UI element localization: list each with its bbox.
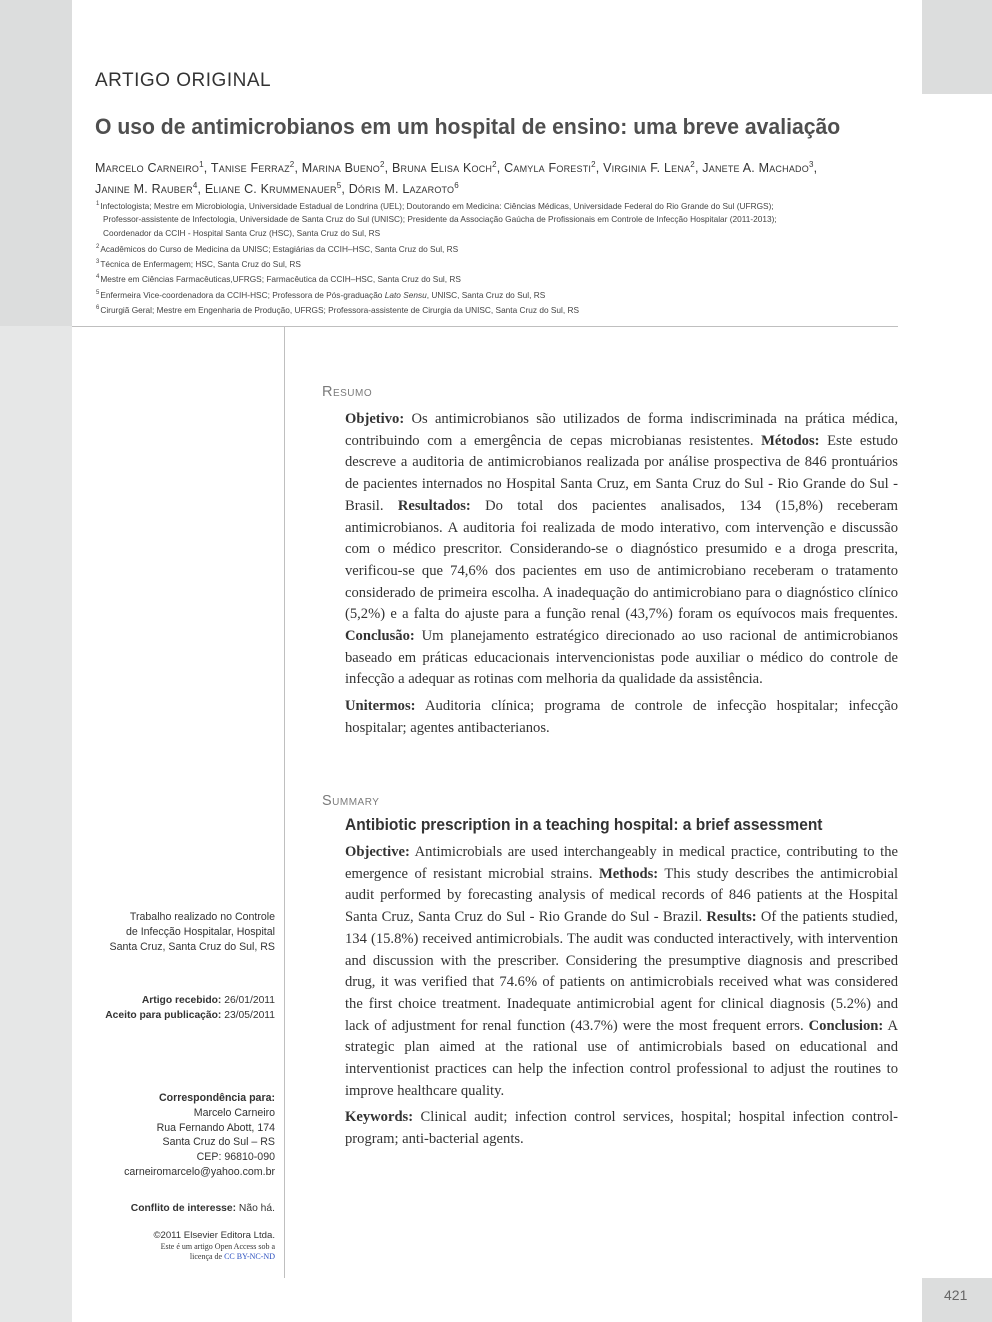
summary-heading: Summary: [322, 793, 380, 809]
received-label: Artigo recebido:: [141, 995, 222, 1006]
author-name: Marcelo Carneiro: [95, 161, 200, 176]
author-sup: 2: [289, 160, 295, 169]
resumo-heading: Resumo: [322, 384, 373, 400]
conflict-value: Não há.: [236, 1203, 275, 1214]
methods-text: This study describes the antimicrobial audit performed by forecasting analysis of medical records of 846 patients at the Hospital Santa Cruz, Santa Cruz do Sul - Rio Grande do Sul - Brazil.: [345, 865, 898, 926]
gray-band-left: [0, 326, 72, 1322]
author-name: Tanise Ferraz: [210, 161, 290, 176]
conclusion-text: A strategic plan aimed at the rational use of antimicrobials based on educational and interventionist practices can help the infection control professional to adjust the routines to improve healthcare quality.: [345, 1017, 898, 1099]
affiliation-item: [96, 287, 906, 302]
affiliation-text: , UNISC, Santa Cruz do Sul, RS: [426, 289, 546, 300]
affiliation-italic: Lato Sensu: [384, 289, 427, 300]
author-sup: 2: [690, 160, 695, 169]
affiliation-item: [96, 241, 906, 256]
results-label: Results:: [706, 909, 757, 926]
affiliation-item: [96, 213, 906, 227]
conclusion-label: Conclusão:: [345, 628, 415, 645]
affiliation-text: Enfermeira Vice-coordenadora da CCIH-HSC; Professora de Pós-graduação: [100, 289, 385, 300]
author-sup: 1: [199, 160, 204, 169]
keywords-text: Clinical audit; infection control services, hospital; hospital infection control-program; anti-bacterial agents.: [345, 1109, 898, 1148]
methods-label: Métodos:: [761, 432, 820, 449]
note-line: Santa Cruz, Santa Cruz do Sul, RS: [109, 941, 275, 953]
license-link[interactable]: CC BY-NC-ND: [224, 1252, 275, 1261]
copyright-block: [80, 1230, 275, 1262]
header-divider: [72, 326, 898, 327]
license-text: licença de: [189, 1252, 225, 1261]
affiliation-text: Acadêmicos do Curso de Medicina da UNISC; Estagiárias da CCIH–HSC, Santa Cruz do Sul, RS: [100, 243, 459, 254]
summary-body: [345, 842, 898, 1151]
article-dates: [80, 993, 275, 1023]
affiliation-item: [96, 256, 906, 271]
methods-text: Este estudo descreve a auditoria de antimicrobianos realizada por análise prospectiva de 846 prontuários de pacientes internados no Hospital Santa Cruz, em Santa Cruz do Sul - Rio Grande do Sul - Brasil.: [345, 432, 898, 514]
keywords-label: Keywords:: [345, 1109, 414, 1126]
copyright-text: ©2011 Elsevier Editora Ltda.: [153, 1230, 275, 1241]
open-access-line: Este é um artigo Open Access sob a: [160, 1242, 275, 1251]
author-list: Marcelo Carneiro$^1$, Tanise Ferraz$^2$, Marina Bueno$^2$, Bruna Elisa Koch$^2$, Camyla Foresti$^2$, Virginia F. Lena$^2$, Janete A. Machado$^3$, Janine M. Rauber$^4$, Eliane C. Krummenauer$^5$, Dóris M. Lazaroto$^6$: [95, 160, 818, 197]
gray-band-top-left: [0, 0, 72, 326]
page-number: 421: [944, 1287, 968, 1303]
author-sup: 2: [591, 160, 596, 169]
author-name: Janine M. Rauber: [95, 182, 193, 197]
received-date: 26/01/2011: [221, 995, 275, 1006]
affiliation-item: [96, 302, 906, 317]
gray-band-top-right: [922, 0, 992, 94]
correspondence-cep: CEP: 96810-090: [196, 1151, 275, 1164]
affiliation-text: Cirurgiã Geral; Mestre em Engenharia de Produção, UFRGS; Professora-assistente de Cirurgia da UNISC, Santa Cruz do Sul, RS: [100, 304, 580, 315]
correspondence: [80, 1091, 275, 1180]
affiliation-sup: 3: [96, 258, 100, 265]
author-name: Bruna Elisa Koch: [391, 161, 493, 176]
correspondence-street: Rua Fernando Abott, 174: [156, 1121, 275, 1134]
summary-paragraph: [345, 842, 898, 1102]
column-divider: [284, 326, 285, 1278]
note-line: Trabalho realizado no Controle: [129, 911, 275, 923]
author-sup: 5: [336, 181, 342, 191]
conflict-label: Conflito de interesse:: [130, 1203, 237, 1214]
results-text: Of the patients studied, 134 (15.8%) received antimicrobials. The audit was conducted interactively, with intervention and discussion with the prescriber. Considering the presumptive diagnosis and prescribed drug, it was verified that 74.6% of patients on antimicrobials received what was considered the first choice treatment. Inadequate antimicrobial agent for clinical diagnosis (5.2%) and lack of adjustment for renal function (43.7%) were the most frequent errors.: [345, 909, 898, 1034]
keywords-paragraph: [345, 1107, 898, 1150]
affiliation-text: Coordenador da CCIH - Hospital Santa Cruz (HSC), Santa Cruz do Sul, RS: [103, 227, 381, 238]
keywords-label: Unitermos:: [345, 698, 416, 715]
author-sup: 4: [192, 181, 198, 191]
conclusion-text: Um planejamento estratégico direcionado ao uso racional de antimicrobianos baseado em práticas educacionais intervencionistas pode auxiliar o médico do controle de infecção a adequar as rotinas com melhoria da qualidade da assistência.: [345, 628, 898, 688]
correspondence-city: Santa Cruz do Sul – RS: [162, 1136, 275, 1149]
author-name: Dóris M. Lazaroto: [348, 182, 455, 197]
resumo-body: [345, 409, 898, 740]
author-sup: 2: [492, 160, 497, 169]
correspondence-label: Correspondência para:: [159, 1092, 275, 1104]
license-line: [80, 1252, 275, 1262]
author-name: Eliane C. Krummenauer: [204, 182, 337, 197]
keywords-text: Auditoria clínica; programa de controle de infecção hospitalar; infecção hospitalar; agentes antibacterianos.: [345, 698, 898, 736]
author-name: Janete A. Machado: [702, 161, 809, 176]
section-label: ARTIGO ORIGINAL: [95, 70, 272, 91]
author-sup: 3: [808, 160, 814, 169]
correspondence-name: Marcelo Carneiro: [193, 1106, 275, 1119]
results-label: Resultados:: [397, 497, 471, 514]
author-sup: 2: [379, 160, 385, 169]
objective-label: Objetivo:: [345, 411, 405, 427]
affiliation-sup: 5: [96, 289, 100, 296]
affiliation-text: Mestre em Ciências Farmacêuticas,UFRGS; Farmacêutica da CCIH–HSC, Santa Cruz do Sul, RS: [100, 274, 461, 285]
correspondence-email[interactable]: carneiromarcelo@yahoo.com.br: [124, 1165, 275, 1178]
affiliation-text: Infectologista; Mestre em Microbiologia, Universidade Estadual de Londrina (UEL); Doutorando em Medicina: Ciências Médicas, Universidade Federal do Rio Grande do Sul (UFRGS);: [100, 200, 774, 211]
objective-label: Objective:: [345, 844, 410, 860]
affiliation-item: [96, 227, 906, 241]
methods-label: Methods:: [598, 865, 659, 882]
affiliation-sup: 1: [96, 201, 100, 207]
objective-text: Antimicrobials are used interchangeably in medical practice, contributing to the emergence of resistant microbial strains.: [345, 844, 898, 882]
affiliation-sup: 2: [96, 243, 100, 250]
received-line: [80, 993, 275, 1008]
article-title: O uso de antimicrobianos em um hospital de ensino: uma breve avaliação: [95, 114, 841, 139]
affiliation-sup: 4: [96, 274, 100, 281]
institution-note: [80, 910, 275, 955]
affiliation-text: Professor-assistente de Infectologia, Universidade de Santa Cruz do Sul (UNISC); Presidente da Associação Gaúcha de Profissionais em Controle de Infecção Hospitalar (2011-2013);: [103, 214, 777, 225]
summary-title: Antibiotic prescription in a teaching hospital: a brief assessment: [345, 816, 823, 834]
author-name: Camyla Foresti: [504, 161, 592, 176]
author-name: Virginia F. Lena: [603, 161, 691, 176]
author-name: Marina Bueno: [301, 161, 380, 176]
affiliation-item: [96, 198, 906, 213]
affiliation-sup: 6: [96, 304, 100, 311]
affiliations: [96, 198, 906, 317]
accepted-label: Aceito para publicação:: [105, 1010, 222, 1021]
author-sup: 6: [454, 181, 459, 191]
conclusion-label: Conclusion:: [808, 1017, 884, 1034]
conflict-of-interest: [80, 1203, 275, 1214]
affiliation-item: [96, 271, 906, 286]
accepted-line: [80, 1008, 275, 1023]
accepted-date: 23/05/2011: [221, 1010, 275, 1021]
objective-text: Os antimicrobianos são utilizados de forma indiscriminada na prática médica, contribuindo com a emergência de cepas microbianas resistentes.: [345, 411, 898, 449]
results-text: Do total dos pacientes analisados, 134 (15,8%) receberam antimicrobianos. A auditoria foi realizada de modo interativo, com intervenção e discussão com o médico prescritor. Considerando-se o diagnóstico presumido e a droga prescrita, verificou-se que 74,6% dos pacientes em uso de antimicrobiano receberam o tratamento considerado de primeira escolha. A inadequação do antimicrobiano para o diagnóstico clínico (5,2%) e a falta do ajuste para a função renal (43,7%) foram os equívocos mais frequentes.: [345, 497, 898, 623]
keywords-paragraph: [345, 696, 898, 739]
resumo-paragraph: [345, 409, 898, 691]
affiliation-text: Técnica de Enfermagem; HSC, Santa Cruz do Sul, RS: [100, 258, 301, 269]
note-line: de Infecção Hospitalar, Hospital: [126, 926, 275, 938]
